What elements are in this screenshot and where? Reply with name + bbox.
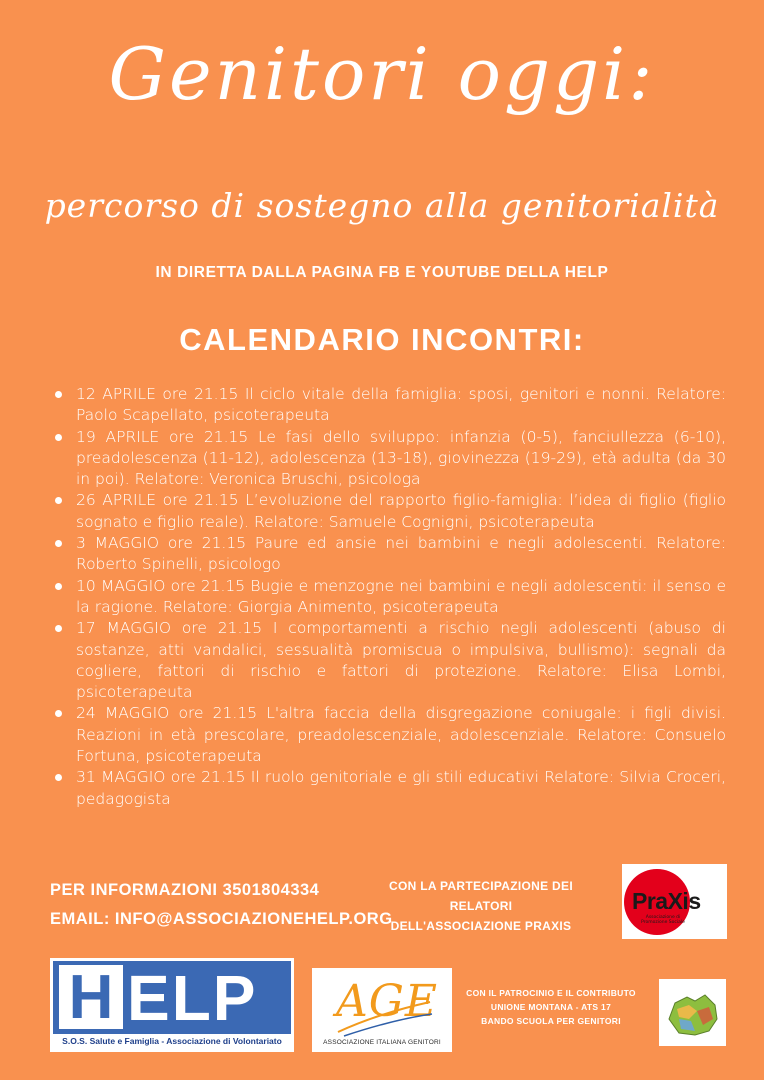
- bullet-icon: [55, 774, 62, 781]
- bullet-icon: [55, 710, 62, 717]
- bullet-icon: [55, 625, 62, 632]
- poster-title: Genitori oggi:: [108, 32, 656, 116]
- age-swoosh-icon: [334, 998, 434, 1038]
- event-item: [52, 533, 726, 576]
- partner-line: CON LA PARTECIPAZIONE DEI RELATORI: [389, 879, 573, 913]
- help-logo: [50, 958, 294, 1052]
- patronage-note: [466, 986, 636, 1028]
- event-text: 26 APRILE ore 21.15 L’evoluzione del rapporto figlio-famiglia: l’idea di figlio (figlio sognato e figlio reale). Relatore: Samuele Cognigni, psicoterapeuta: [76, 491, 726, 531]
- event-text: 31 MAGGIO ore 21.15 Il ruolo genitoriale e gli stili educativi Relatore: Silvia Croceri, pedagogista: [76, 768, 726, 808]
- ats17-logo: [659, 979, 726, 1046]
- bullet-icon: [55, 497, 62, 504]
- patronage-line: UNIONE MONTANA - ATS 17: [490, 1002, 612, 1012]
- events-list: [52, 384, 726, 810]
- event-item: [52, 427, 726, 491]
- event-text: 3 MAGGIO ore 21.15 Paure ed ansie nei bambini e negli adolescenti. Relatore: Roberto Spinelli, psicologo: [76, 534, 726, 574]
- help-h-letter: H: [68, 963, 114, 1032]
- event-text: 10 MAGGIO ore 21.15 Bugie e menzogne nei bambini e negli adolescenti: il senso e la ragione. Relatore: Giorgia Animento, psicoterapeuta: [76, 576, 726, 616]
- help-tagline: S.O.S. Salute e Famiglia - Associazione di Volontariato: [62, 1036, 282, 1046]
- event-item: [52, 703, 726, 767]
- calendar-heading: CALENDARIO INCONTRI:: [179, 322, 585, 357]
- help-h-square: [59, 963, 123, 1032]
- help-logo-banner: [53, 961, 291, 1034]
- age-mark: AGE: [336, 976, 439, 1027]
- event-item: [52, 490, 726, 533]
- bullet-icon: [55, 391, 62, 398]
- poster-subtitle: percorso di sostegno alla genitorialità: [44, 186, 720, 225]
- age-logo: [312, 968, 452, 1052]
- praxis-subtitle: Associazione di Promozione Sociale: [641, 915, 685, 925]
- event-text: 24 MAGGIO ore 21.15 L'altra faccia della disgregazione coniugale: i figli divisi. Reazioni in età prescolare, preadolescenziale, adolescenziale. Relatore: Consuelo Fortuna, psicoterapeuta: [76, 704, 726, 766]
- bullet-icon: [55, 583, 62, 590]
- event-item: [52, 618, 726, 703]
- patronage-line: CON IL PATROCINIO E IL CONTRIBUTO: [466, 988, 636, 998]
- event-item: [52, 384, 726, 427]
- praxis-wordmark: PraXis: [632, 888, 701, 914]
- contact-email: EMAIL: INFO@ASSOCIAZIONEHELP.ORG: [50, 910, 393, 928]
- bullet-icon: [55, 540, 62, 547]
- help-wordmark: ELP: [127, 962, 258, 1034]
- bullet-icon: [55, 434, 62, 441]
- event-item: [52, 576, 726, 619]
- event-text: 17 MAGGIO ore 21.15 I comportamenti a rischio negli adolescenti (abuso di sostanze, atti vandalici, sessualità promiscua o impulsiva, bullismo): segnali da cogliere, fattori di rischio e fattori di protezione. Relatore: Elisa Lombi, psicoterapeuta: [76, 619, 726, 702]
- ats17-map-icon: [659, 979, 726, 1046]
- praxis-logo: [622, 864, 727, 939]
- event-text: 12 APRILE ore 21.15 Il ciclo vitale della famiglia: sposi, genitori e nonni. Relatore: Paolo Scapellato, psicoterapeuta: [76, 385, 726, 425]
- age-name: ASSOCIAZIONE ITALIANA GENITORI: [323, 1039, 441, 1046]
- event-item: [52, 767, 726, 810]
- patronage-line: BANDO SCUOLA PER GENITORI: [481, 1016, 621, 1026]
- partner-note: [356, 876, 606, 936]
- contact-phone: PER INFORMAZIONI 3501804334: [50, 881, 320, 899]
- contact-info: [50, 876, 393, 934]
- event-text: 19 APRILE ore 21.15 Le fasi dello sviluppo: infanzia (0-5), fanciullezza (6-10), preadolescenza (11-12), adolescenza (13-18), giovinezza (19-29), età adulta (da 30 in poi). Relatore: Veronica Bruschi, psicologa: [76, 427, 726, 489]
- partner-line: DELL'ASSOCIAZIONE PRAXIS: [390, 919, 572, 933]
- live-streaming-note: IN DIRETTA DALLA PAGINA FB E YOUTUBE DELLA HELP: [155, 264, 609, 281]
